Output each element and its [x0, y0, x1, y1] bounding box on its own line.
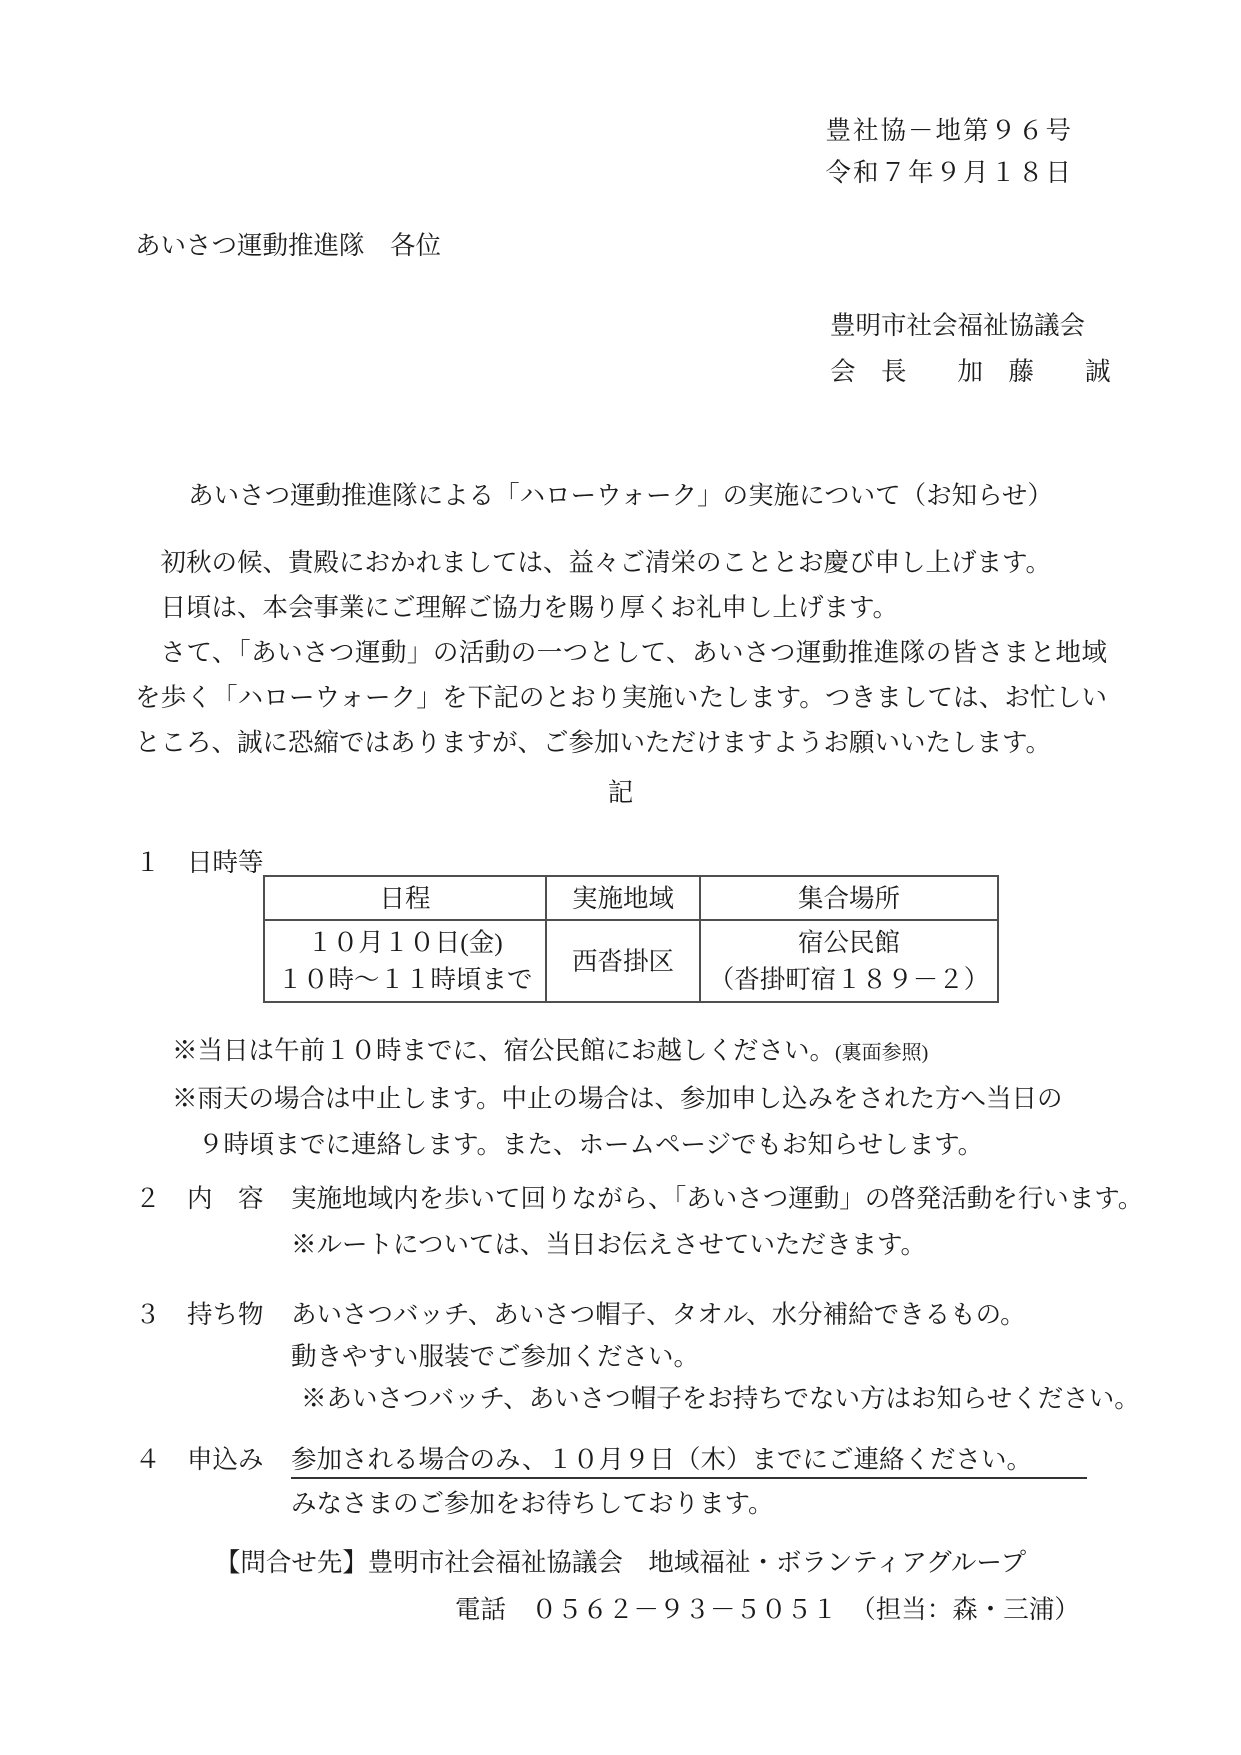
section3-number: ３ — [135, 1300, 161, 1329]
section1-number: １ — [135, 848, 161, 877]
place-line1: 宿公民館 — [797, 928, 900, 957]
note-arrival — [172, 1028, 1062, 1076]
greeting-paragraph-2: 日頃は、本会事業にご理解ご協力を賜り厚くお礼申し上げます。 — [160, 593, 898, 622]
sender-president: 会 長 加 藤 誠 — [830, 357, 1111, 386]
note-arrival-backref: (裏面参照) — [835, 1042, 929, 1064]
section3 — [135, 1294, 1140, 1420]
section1-notes — [172, 1028, 1062, 1168]
section3-clothing: 動きやすい服装でご参加ください。 — [291, 1342, 700, 1371]
issue-date: 令和７年９月１８日 — [825, 158, 1073, 187]
column-header-date: 日程 — [264, 876, 546, 920]
section1-heading — [135, 843, 264, 879]
section4-heading-line — [135, 1438, 1087, 1482]
section4-label: 申込み — [187, 1445, 264, 1474]
schedule-table — [263, 875, 999, 1003]
note-arrival-text: ※当日は午前１０時までに、宿公民館にお越しください。 — [172, 1036, 836, 1065]
section4 — [135, 1438, 1087, 1526]
schedule-table-header-row — [264, 876, 998, 920]
section4-closing: みなさまのご参加をお待ちしております。 — [291, 1489, 774, 1518]
cell-area: 西沓掛区 — [546, 920, 700, 1002]
greeting-paragraph-1: 初秋の候、貴殿におかれましては、益々ご清栄のこととお慶び申し上げます。 — [160, 548, 1051, 577]
section2-heading-line — [135, 1176, 1143, 1222]
note-rain-line1: ※雨天の場合は中止します。中止の場合は、参加申し込みをされた方へ当日の — [172, 1084, 1063, 1113]
section2-note: ※ルートについては、当日お伝えさせていただきます。 — [291, 1230, 926, 1259]
greeting-paragraph-3: さて、「あいさつ運動」の活動の一つとして、あいさつ運動推進隊の皆さまと地域を歩く「ハローウォーク」を下記のとおり実施いたします。つきましては、お忙しいところ、誠に恐縮ではありますが、ご参加いただけますようお願いいたします。 — [135, 638, 1107, 757]
cell-date — [264, 920, 546, 1002]
contact-line: 【問合せ先】豊明市社会福祉協議会 地域福祉・ボランティアグループ — [214, 1548, 1027, 1577]
document-title: あいさつ運動推進隊による「ハローウォーク」の実施について（お知らせ） — [188, 481, 1053, 510]
place-line2: （沓掛町宿１８９－２） — [708, 965, 990, 994]
section3-items: あいさつバッチ、あいさつ帽子、タオル、水分補給できるもの。 — [291, 1300, 1026, 1329]
column-header-area: 実施地域 — [546, 876, 700, 920]
phone-line: 電話 ０５６２－９３－５０５１ （担当：森・三浦） — [455, 1595, 1080, 1624]
section2-text: 実施地域内を歩いて回りながら、「あいさつ運動」の啓発活動を行います。 — [291, 1184, 1144, 1213]
section3-label: 持ち物 — [187, 1300, 264, 1329]
sender-block — [830, 303, 1111, 395]
section4-deadline: 参加される場合のみ、１０月９日（木）までにご連絡ください。 — [291, 1445, 1087, 1479]
section3-heading-line — [135, 1294, 1140, 1336]
ki-marker: 記 — [607, 778, 634, 807]
section2-label: 内 容 — [187, 1184, 264, 1213]
greeting-body — [135, 540, 1107, 765]
schedule-table-row — [264, 920, 998, 1002]
section4-number: ４ — [135, 1445, 161, 1474]
cell-place — [700, 920, 998, 1002]
date-line2: １０時～１１時頃まで — [277, 965, 533, 994]
reference-number: 豊社協－地第９６号 — [825, 116, 1073, 145]
section2-number: ２ — [135, 1184, 161, 1213]
date-line1: １０月１０日(金) — [307, 928, 503, 957]
reference-block — [825, 110, 1073, 194]
section1-label: 日時等 — [187, 848, 264, 877]
column-header-place: 集合場所 — [700, 876, 998, 920]
section2 — [135, 1176, 1143, 1268]
recipient-line: あいさつ運動推進隊 各位 — [135, 231, 442, 260]
note-rain-line2: ９時頃までに連絡します。また、ホームページでもお知らせします。 — [198, 1130, 984, 1159]
section3-note: ※あいさつバッチ、あいさつ帽子をお持ちでない方はお知らせください。 — [301, 1384, 1140, 1413]
sender-organization: 豊明市社会福祉協議会 — [830, 311, 1086, 340]
